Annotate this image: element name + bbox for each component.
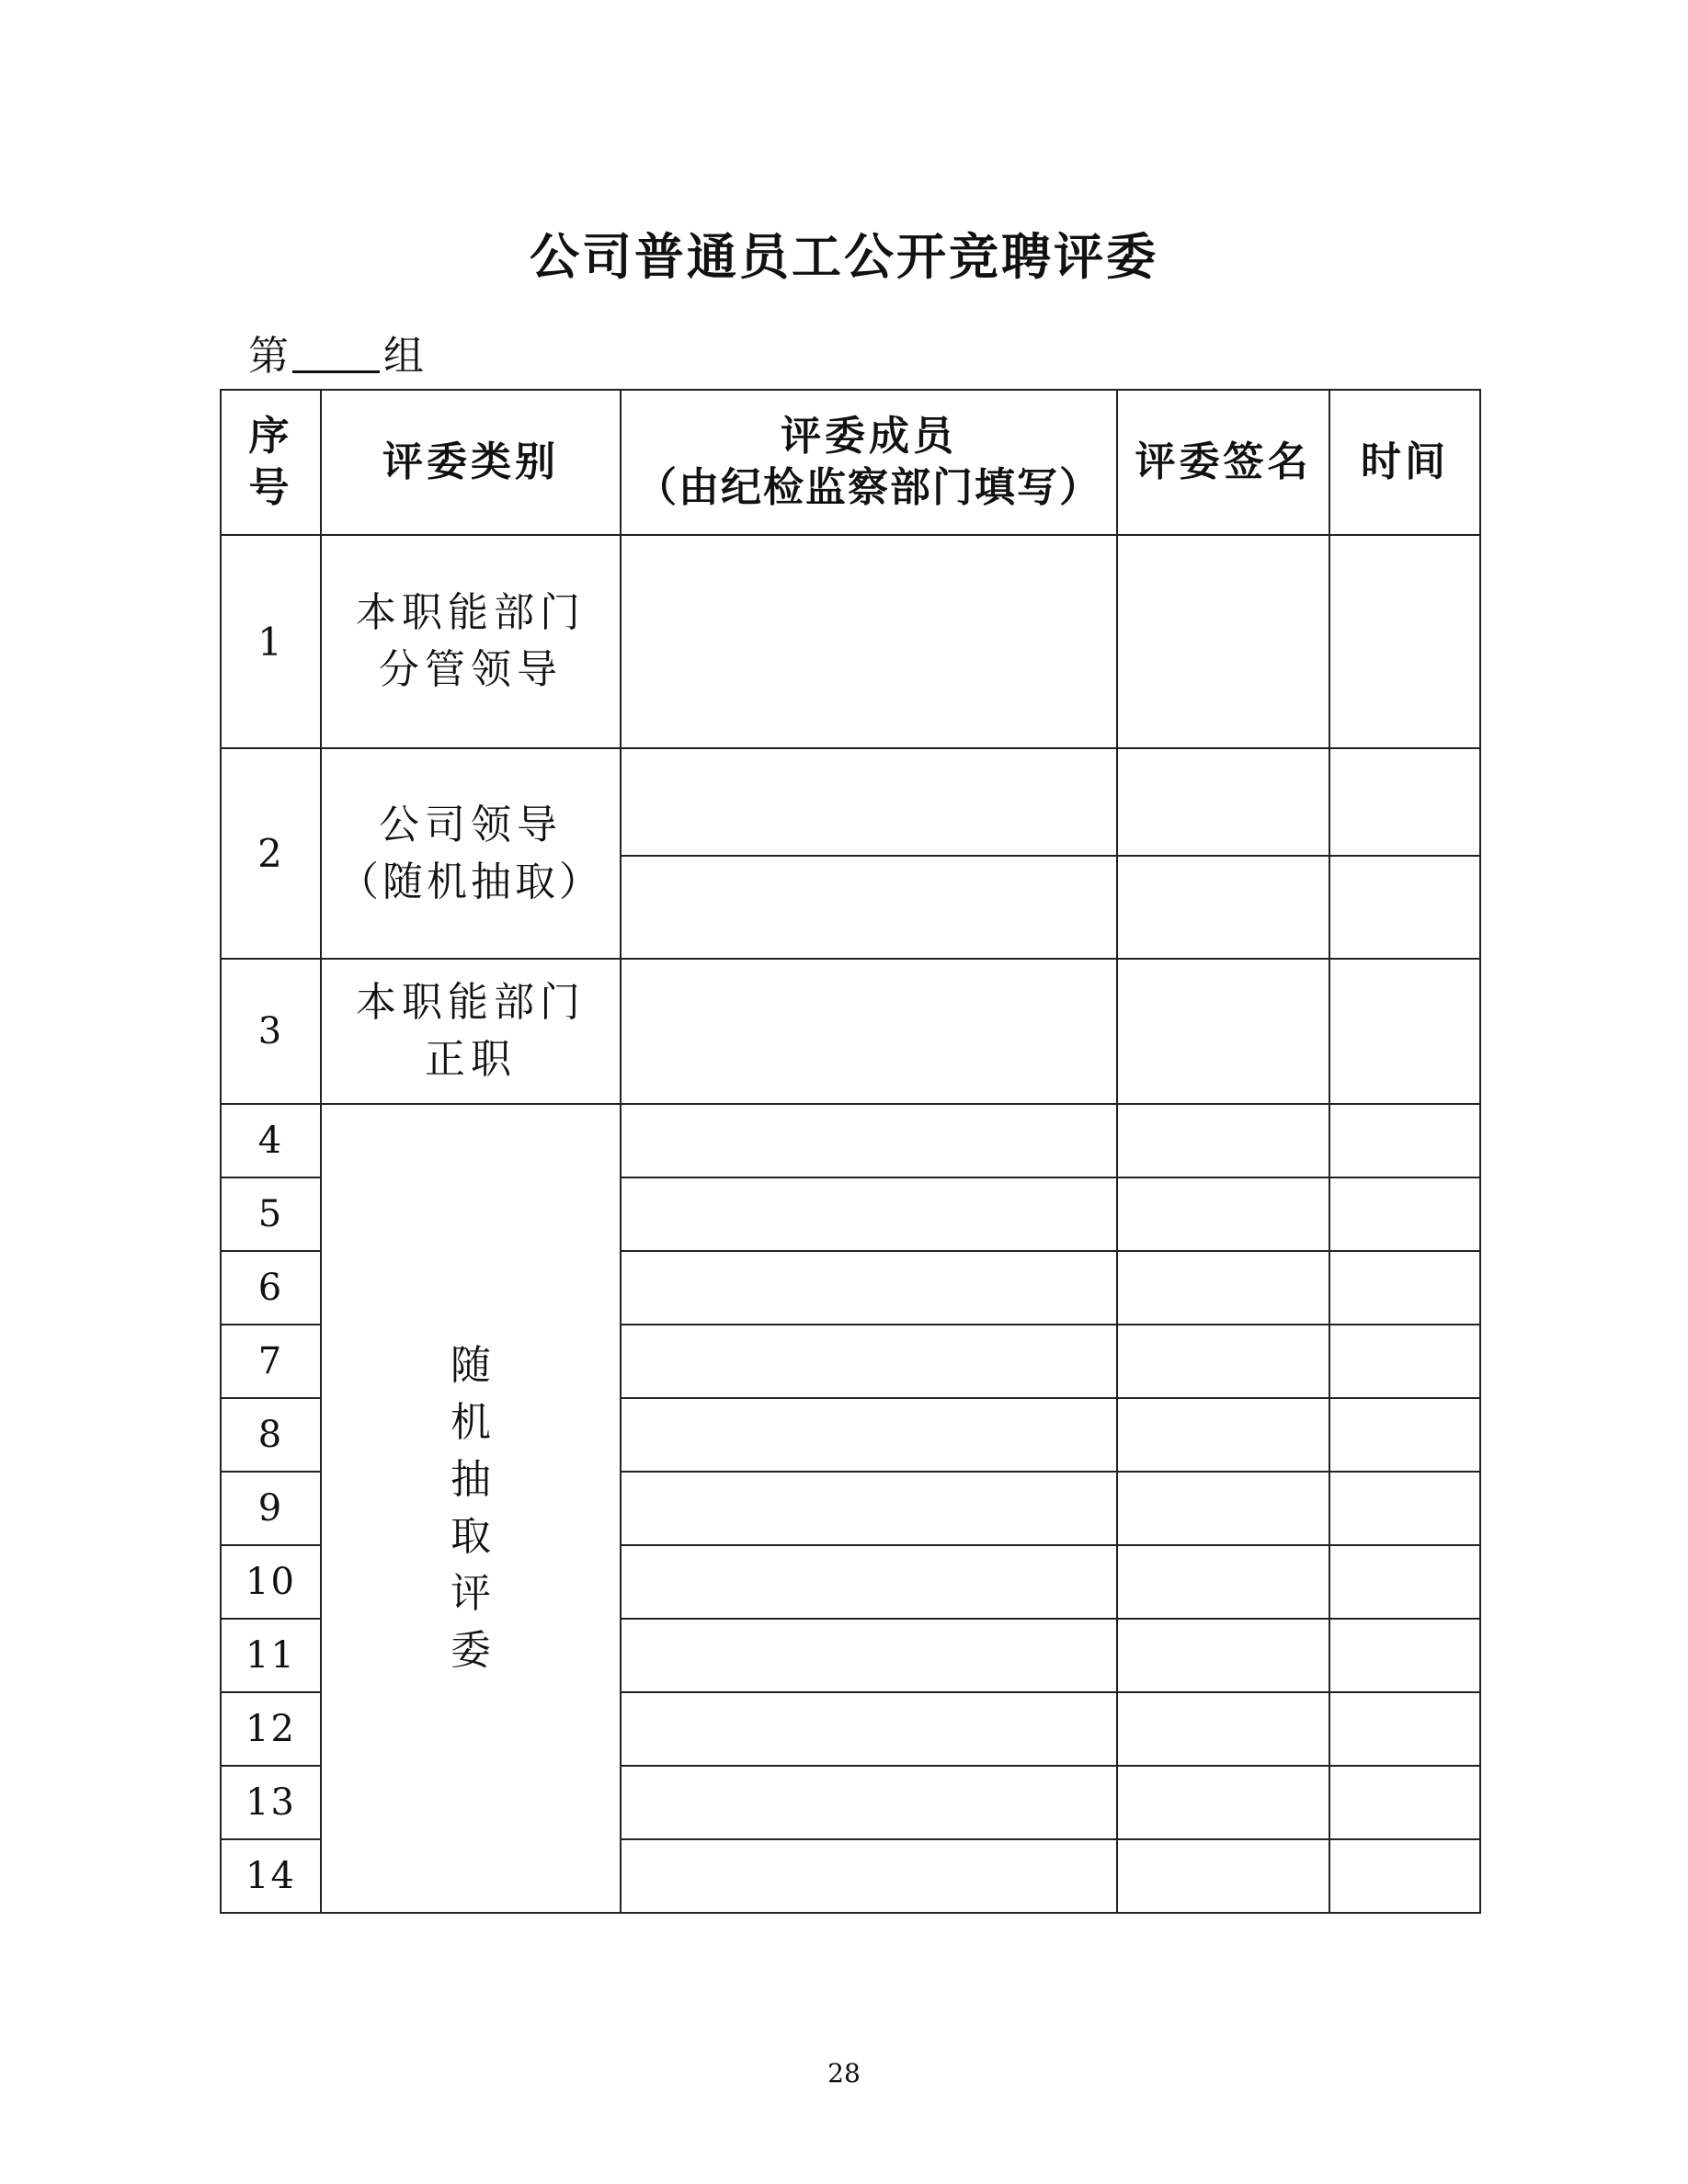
random-category-char: 机: [451, 1399, 491, 1446]
random-category-char: 随: [451, 1342, 491, 1389]
time-cell[interactable]: [1329, 1104, 1480, 1177]
signature-cell[interactable]: [1117, 1325, 1329, 1398]
time-cell[interactable]: [1329, 1619, 1480, 1692]
seq-cell: 13: [221, 1766, 321, 1839]
member-cell[interactable]: [621, 1398, 1117, 1472]
member-cell[interactable]: [621, 856, 1117, 959]
header-seq-line2: 号: [248, 464, 293, 511]
member-cell[interactable]: [621, 1251, 1117, 1325]
member-cell[interactable]: [621, 1839, 1117, 1913]
signature-cell[interactable]: [1117, 1472, 1329, 1545]
random-category-char: 评: [451, 1570, 491, 1617]
random-category-cell: [321, 1104, 621, 1913]
time-cell[interactable]: [1329, 748, 1480, 856]
group-prefix: 第: [248, 333, 289, 380]
member-cell[interactable]: [621, 1545, 1117, 1619]
signature-cell[interactable]: [1117, 1839, 1329, 1913]
signature-cell[interactable]: [1117, 1619, 1329, 1692]
table-row: [221, 959, 1480, 1104]
random-category-char: 抽: [451, 1456, 491, 1503]
time-cell[interactable]: [1329, 1325, 1480, 1398]
category-cell: [321, 748, 621, 959]
time-cell[interactable]: [1329, 1692, 1480, 1766]
member-cell[interactable]: [621, 1692, 1117, 1766]
time-cell[interactable]: [1329, 1398, 1480, 1472]
time-cell[interactable]: [1329, 535, 1480, 748]
time-cell[interactable]: [1329, 856, 1480, 959]
category-line1: 本职能部门: [356, 979, 586, 1026]
judges-table: [220, 389, 1481, 1914]
header-time: 时间: [1329, 390, 1480, 535]
group-suffix: 组: [383, 333, 424, 380]
group-number-blank[interactable]: [292, 370, 380, 373]
header-row: [221, 390, 1480, 535]
header-seq: [221, 390, 321, 535]
time-cell[interactable]: [1329, 1766, 1480, 1839]
category-line1: 公司领导: [379, 801, 563, 848]
seq-cell: 3: [221, 959, 321, 1104]
seq-cell: 9: [221, 1472, 321, 1545]
table-row: [221, 1104, 1480, 1177]
member-cell[interactable]: [621, 748, 1117, 856]
header-members: [621, 390, 1117, 535]
signature-cell[interactable]: [1117, 1545, 1329, 1619]
seq-cell: 14: [221, 1839, 321, 1913]
member-cell[interactable]: [621, 1619, 1117, 1692]
seq-cell: 2: [221, 748, 321, 959]
seq-cell: 12: [221, 1692, 321, 1766]
signature-cell[interactable]: [1117, 1251, 1329, 1325]
group-number-line: [248, 329, 424, 384]
member-cell[interactable]: [621, 535, 1117, 748]
time-cell[interactable]: [1329, 1545, 1480, 1619]
random-category-char: 委: [451, 1627, 491, 1674]
page-number: 28: [827, 2058, 861, 2088]
seq-cell: 1: [221, 535, 321, 748]
time-cell[interactable]: [1329, 1251, 1480, 1325]
member-cell[interactable]: [621, 1472, 1117, 1545]
header-signature: 评委签名: [1117, 390, 1329, 535]
seq-cell: 10: [221, 1545, 321, 1619]
header-members-line1: 评委成员: [781, 413, 957, 460]
seq-cell: 4: [221, 1104, 321, 1177]
signature-cell[interactable]: [1117, 959, 1329, 1104]
signature-cell[interactable]: [1117, 748, 1329, 856]
random-category-char: 取: [451, 1513, 491, 1560]
table-row: [221, 535, 1480, 748]
member-cell[interactable]: [621, 1104, 1117, 1177]
signature-cell[interactable]: [1117, 1177, 1329, 1251]
header-seq-line1: 序: [248, 413, 293, 460]
signature-cell[interactable]: [1117, 856, 1329, 959]
category-line1: 本职能部门: [356, 589, 586, 636]
category-line2: （随机抽取）: [338, 858, 603, 905]
seq-cell: 7: [221, 1325, 321, 1398]
time-cell[interactable]: [1329, 1839, 1480, 1913]
signature-cell[interactable]: [1117, 1766, 1329, 1839]
category-cell: [321, 535, 621, 748]
seq-cell: 5: [221, 1177, 321, 1251]
category-line2: 正职: [425, 1036, 517, 1083]
time-cell[interactable]: [1329, 1472, 1480, 1545]
seq-cell: 6: [221, 1251, 321, 1325]
header-members-line2: （由纪检监察部门填写）: [636, 464, 1101, 511]
member-cell[interactable]: [621, 1325, 1117, 1398]
member-cell[interactable]: [621, 1766, 1117, 1839]
seq-cell: 8: [221, 1398, 321, 1472]
time-cell[interactable]: [1329, 1177, 1480, 1251]
document-title: 公司普通员工公开竞聘评委: [530, 228, 1158, 286]
signature-cell[interactable]: [1117, 535, 1329, 748]
table-row: [221, 748, 1480, 856]
member-cell[interactable]: [621, 959, 1117, 1104]
seq-cell: 11: [221, 1619, 321, 1692]
time-cell[interactable]: [1329, 959, 1480, 1104]
category-line2: 分管领导: [379, 646, 563, 693]
signature-cell[interactable]: [1117, 1692, 1329, 1766]
member-cell[interactable]: [621, 1177, 1117, 1251]
header-category: 评委类别: [321, 390, 621, 535]
signature-cell[interactable]: [1117, 1398, 1329, 1472]
category-cell: [321, 959, 621, 1104]
signature-cell[interactable]: [1117, 1104, 1329, 1177]
